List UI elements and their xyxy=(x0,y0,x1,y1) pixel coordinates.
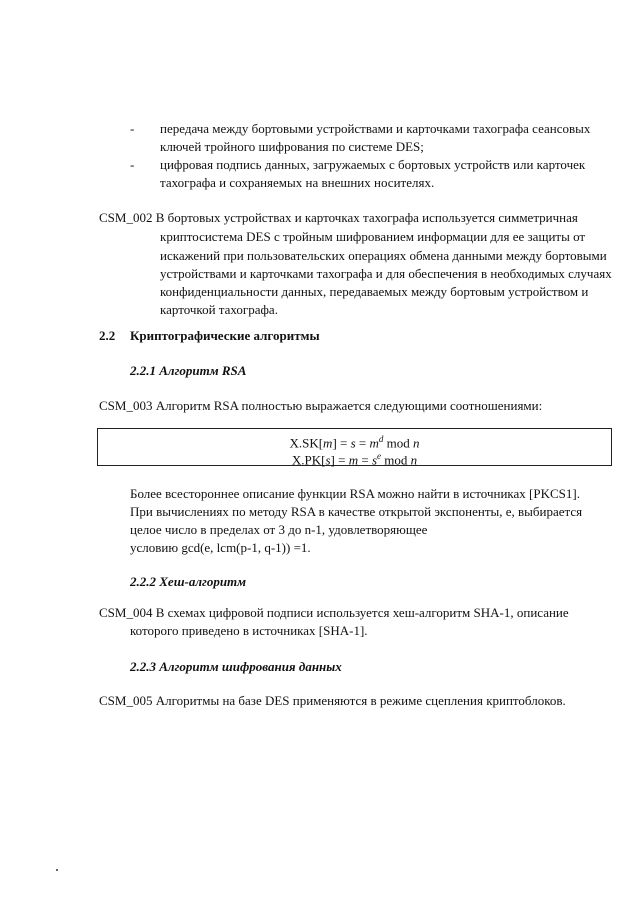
csm-002-line: устройствами и карточками тахографа и для обеспечения в необходимых случаях xyxy=(160,266,612,281)
bullet-line: ключей тройного шифрования по системе DES; xyxy=(160,139,424,154)
csm-003-line: CSM_003 Алгоритм RSA полностью выражается следующими соотношениями: xyxy=(99,398,543,413)
rsa-note-line: условию gcd(e, lcm(p-1, q-1)) =1. xyxy=(130,540,311,555)
rsa-note-line: целое число в пределах от 3 до n-1, удовлетворяющее xyxy=(130,522,428,537)
formula-box xyxy=(97,428,612,466)
csm-004-line: которого приведено в источниках [SHA-1]. xyxy=(130,623,368,638)
section-title: Криптографические алгоритмы xyxy=(130,328,320,343)
bullet-line: цифровая подпись данных, загружаемых с бортовых устройств или карточек xyxy=(160,157,586,172)
csm-002-line: карточкой тахографа. xyxy=(160,302,278,317)
csm-005-line: CSM_005 Алгоритмы на базе DES применяются в режиме сцепления криптоблоков. xyxy=(99,693,566,708)
scan-speck xyxy=(56,869,58,871)
bullet-marker: - xyxy=(130,121,135,136)
csm-002-line: CSM_002 В бортовых устройствах и карточках тахографа используется симметричная xyxy=(99,210,578,225)
subsection-title-encryption: 2.2.3 Алгоритм шифрования данных xyxy=(130,659,342,674)
rsa-note-line: Более всестороннее описание функции RSA можно найти в источниках [PKCS1]. xyxy=(130,486,580,501)
bullet-line: передача между бортовыми устройствами и карточками тахографа сеансовых xyxy=(160,121,591,136)
formula-sk: $X.SK[m] = s = m^d$ mod n xyxy=(289,434,420,451)
csm-002-line: искажений при пользовательских операциях обмена данными между бортовыми xyxy=(160,248,607,263)
csm-002-line: конфиденциальности данных, передаваемых между бортовым устройством и xyxy=(160,284,589,299)
subsection-title-hash: 2.2.2 Хеш-алгоритм xyxy=(130,574,247,589)
section-number: 2.2 xyxy=(99,328,116,343)
bullet-marker: - xyxy=(130,157,135,172)
rsa-note-line: При вычислениях по методу RSA в качестве открытой экспоненты, e, выбирается xyxy=(130,504,583,519)
csm-004-line: CSM_004 В схемах цифровой подписи используется хеш-алгоритм SHA-1, описание xyxy=(99,605,569,620)
subsection-title-rsa: 2.2.1 Алгоритм RSA xyxy=(130,363,247,378)
formula-pk: $X.PK[s] = m = s^e$ mod n xyxy=(291,451,418,468)
bullet-line: тахографа и сохраняемых на внешних носителях. xyxy=(160,175,435,190)
csm-002-line: криптосистема DES с тройным шифрованием информации для ее защиты от xyxy=(160,229,586,244)
